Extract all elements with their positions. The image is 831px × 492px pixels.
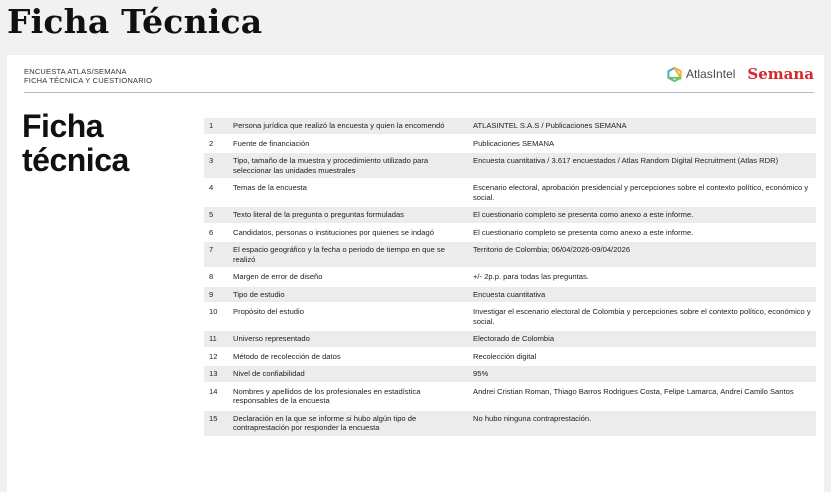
row-answer: +/- 2p.p. para todas las preguntas. (473, 272, 589, 281)
row-num: 14 (209, 386, 218, 396)
table-row (204, 136, 816, 152)
row-num: 5 (204, 207, 229, 223)
row-item: Candidatos, personas o instituciones por quienes se indagó (233, 227, 434, 237)
table-row (204, 287, 816, 303)
row-num: 2 (209, 138, 214, 148)
table-row (204, 118, 816, 134)
document-page (7, 55, 824, 492)
table-row (204, 207, 816, 223)
title-line-1: Ficha (22, 108, 104, 144)
row-num: 4 (209, 183, 214, 192)
row-answer: Electorado de Colombia (469, 331, 816, 347)
table-row (204, 225, 816, 241)
row-item: Nombres y apellidos de los profesionales en estadística responsables de la encuesta (233, 386, 421, 405)
table-row (204, 331, 816, 347)
row-item: Fuente de financiación (233, 138, 310, 148)
row-item: Método de recolección de datos (233, 351, 341, 361)
header-line-2: FICHA TÉCNICA Y CUESTIONARIO (24, 76, 153, 85)
ficha-tecnica-table (204, 116, 816, 438)
row-num: 7 (204, 242, 229, 267)
row-num: 15 (204, 411, 229, 436)
atlasintel-logo (667, 67, 735, 82)
page-heading: Ficha Técnica (7, 2, 263, 41)
row-item: Propósito del estudio (233, 307, 304, 316)
row-answer: Encuesta cuantitativa (469, 287, 816, 303)
table-row (204, 384, 816, 409)
row-item: Declaración en la que se informe si hubo algún tipo de contraprestación por responder la encuesta (229, 411, 469, 436)
atlasintel-logo-text: AtlasIntel (686, 67, 736, 81)
row-answer: Encuesta cuantitativa / 3.617 encuestados / Atlas Random Digital Recruitment (Atlas RDR) (469, 153, 816, 178)
row-item: Margen de error de diseño (233, 272, 323, 281)
row-answer: Escenario electoral, aprobación presidencial y percepciones sobre el contexto político, económico y social. (473, 183, 809, 202)
table-row (204, 366, 816, 382)
row-answer: Investigar el escenario electoral de Colombia y percepciones sobre el contexto político, económico y social. (473, 307, 811, 326)
row-num: 11 (204, 331, 229, 347)
row-answer: ATLASINTEL S.A.S / Publicaciones SEMANA (469, 118, 816, 134)
row-answer: El cuestionario completo se presenta como anexo a este informe. (469, 207, 816, 223)
table-row (204, 304, 816, 329)
row-num: 12 (209, 351, 218, 361)
header-divider (24, 92, 814, 93)
row-item: Persona jurídica que realizó la encuesta y quien la encomendó (229, 118, 469, 134)
logos (667, 65, 814, 83)
row-answer: Territorio de Colombia; 06/04/2026-09/04/2026 (469, 242, 816, 267)
table-row (204, 242, 816, 267)
row-answer: El cuestionario completo se presenta como anexo a este informe. (473, 227, 694, 237)
row-answer: Andrei Cristian Roman, Thiago Barros Rodrigues Costa, Felipe Lamarca, Andrei Camilo Santos (473, 386, 794, 396)
header-line-1: ENCUESTA ATLAS/SEMANA (24, 67, 127, 76)
row-item: Temas de la encuesta (233, 183, 307, 192)
title-line-2: técnica (22, 142, 129, 178)
row-item: Tipo de estudio (229, 287, 469, 303)
row-answer: Recolección digital (473, 351, 537, 361)
table-row (204, 349, 816, 365)
table-row (204, 180, 816, 205)
row-answer: Publicaciones SEMANA (473, 138, 555, 148)
row-item: El espacio geográfico y la fecha o periodo de tiempo en que se realizó (229, 242, 469, 267)
row-num: 13 (204, 366, 229, 382)
table-row (204, 411, 816, 436)
semana-logo: Semana (747, 65, 814, 83)
row-num: 8 (209, 272, 214, 281)
table-row (204, 269, 816, 285)
table-row (204, 153, 816, 178)
row-item: Tipo, tamaño de la muestra y procedimiento utilizado para seleccionar las unidades muestrales (229, 153, 469, 178)
row-num: 3 (204, 153, 229, 178)
row-answer: 95% (469, 366, 816, 382)
row-num: 9 (204, 287, 229, 303)
document-header (24, 67, 152, 85)
row-item: Nivel de confiabilidad (229, 366, 469, 382)
ficha-tecnica-title (22, 109, 129, 177)
row-num: 1 (204, 118, 229, 134)
row-num: 6 (209, 227, 214, 237)
row-item: Texto literal de la pregunta o preguntas formuladas (229, 207, 469, 223)
atlasintel-mark-icon (667, 67, 682, 82)
row-num: 10 (209, 307, 218, 316)
row-item: Universo representado (229, 331, 469, 347)
row-answer: No hubo ninguna contraprestación. (469, 411, 816, 436)
